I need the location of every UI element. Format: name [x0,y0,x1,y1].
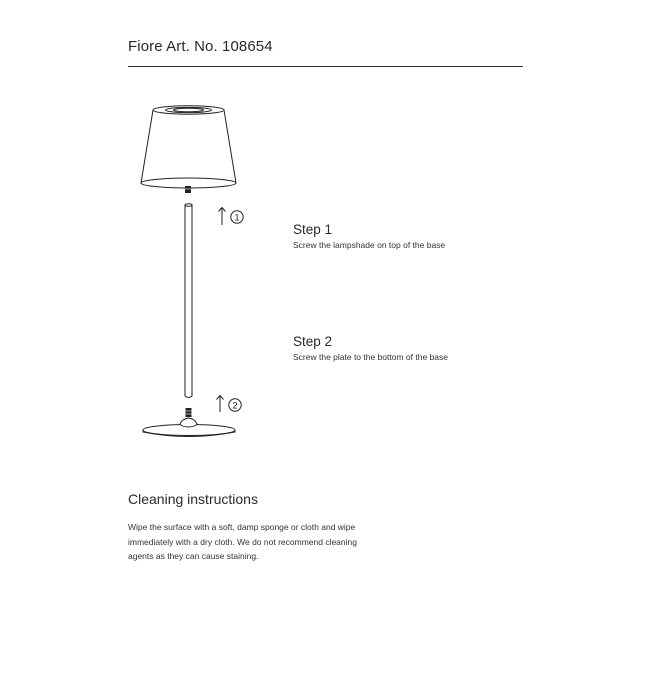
cleaning-heading: Cleaning instructions [128,491,258,507]
base-plate [143,418,235,437]
cleaning-instructions-body [128,520,398,564]
callout-step-2 [217,396,242,413]
step-1-title: Step 1 [293,222,333,237]
plate-connector [186,408,192,417]
step-2-description: Screw the plate to the bottom of the base [293,352,448,362]
callout-step-1 [219,208,244,226]
shade-connector [185,186,191,193]
arrow-up-icon [219,208,226,226]
callout-number-1: 1 [234,212,240,223]
document-title: Fiore Art. No. 108654 [128,38,273,55]
step-1-description: Screw the lampshade on top of the base [293,240,446,250]
step-2-title: Step 2 [293,334,333,349]
lampshade [141,106,236,188]
callout-number-2: 2 [232,400,238,411]
base-pole [185,204,192,398]
cleaning-line: immediately with a dry cloth. We do not recommend cleaning [128,536,357,547]
arrow-up-icon [217,396,224,413]
cleaning-line: Wipe the surface with a soft, damp sponge or cloth and wipe [128,522,356,532]
cleaning-line: agents as they can cause staining. [128,551,259,561]
